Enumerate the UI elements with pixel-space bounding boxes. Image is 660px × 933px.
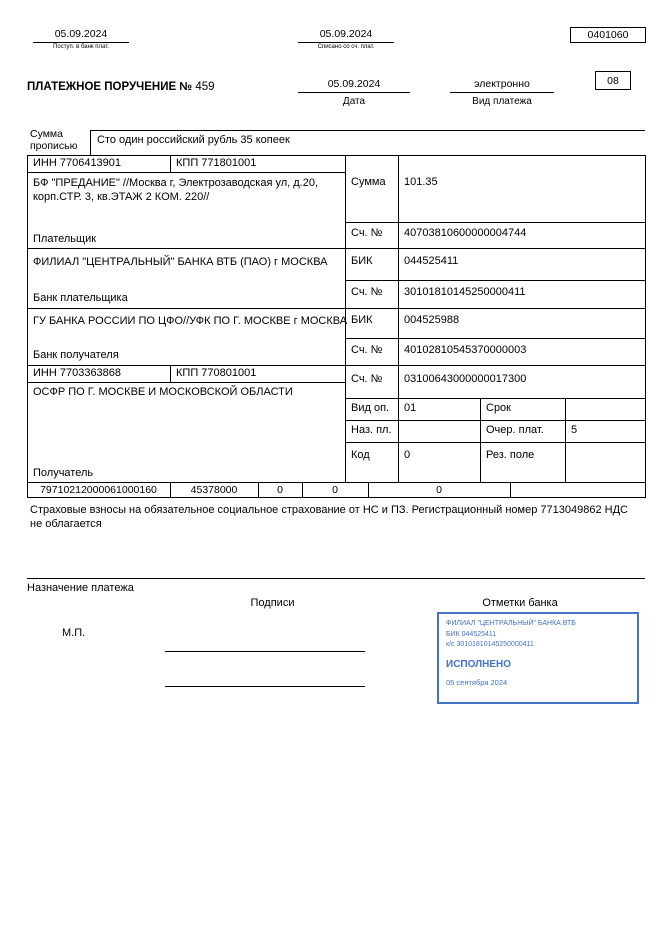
payer-bank-account-value: 30101810145250000411 (404, 286, 526, 298)
tax-field-period: 0 (332, 484, 338, 496)
signature-line (165, 651, 365, 652)
payment-type-value: электронно (450, 78, 554, 93)
payer-bank-account-label: Сч. № (351, 286, 383, 298)
divider (170, 365, 171, 382)
divider (27, 308, 645, 309)
term-label: Срок (486, 402, 511, 414)
divider (345, 280, 645, 281)
divider (90, 130, 91, 155)
payer-bank-name: ФИЛИАЛ "ЦЕНТРАЛЬНЫЙ" БАНКА ВТБ (ПАО) г МОСКВА (33, 256, 328, 268)
payer-account-value: 40703810600000004744 (404, 227, 527, 239)
tax-field-oktmo: 45378000 (190, 484, 238, 496)
payer-bank-bik-label: БИК (351, 255, 373, 267)
received-date-caption: Поступ. в банк плат. (53, 44, 109, 50)
purpose-text: Страховые взносы на обязательное социальное страхование от НС и ПЗ. Регистрационный номер 7713049862 НДС не облагается (30, 504, 628, 531)
document-title (27, 80, 215, 94)
signatures-caption: Подписи (250, 597, 295, 609)
payer-kpp: КПП 771801001 (176, 157, 257, 169)
divider (480, 398, 481, 482)
divider (170, 155, 171, 172)
document-date-caption: Дата (342, 96, 366, 107)
payee-account-value: 03100643000000017300 (404, 373, 527, 385)
stamp-place-label: М.П. (62, 627, 86, 639)
purpose-caption: Назначение платежа (27, 582, 134, 594)
divider (398, 155, 399, 482)
divider (345, 338, 645, 339)
payment-type-caption: Вид платежа (472, 96, 532, 107)
reserve-label: Рез. поле (486, 449, 535, 461)
divider (27, 365, 645, 366)
payer-inn: ИНН 7706413901 (33, 157, 122, 169)
form-code-box: 0401060 (570, 27, 646, 43)
payee-bank-caption: Банк получателя (33, 349, 119, 361)
divider (27, 382, 345, 383)
payee-account-label: Сч. № (351, 373, 383, 385)
stamp-corr-account: к/с 30101810145250000411 (446, 641, 534, 648)
payee-caption: Получатель (33, 467, 94, 479)
payee-bank-name: ГУ БАНКА РОССИИ ПО ЦФО//УФК ПО Г. МОСКВЕ г МОСКВА (33, 315, 348, 327)
payee-name: ОСФР ПО Г. МОСКВЕ И МОСКОВСКОЙ ОБЛАСТИ (33, 386, 293, 398)
debited-date-value: 05.09.2024 (298, 28, 394, 43)
divider (27, 482, 645, 483)
op-type-label: Вид оп. (351, 402, 390, 414)
received-date-field (33, 28, 129, 50)
divider (645, 155, 646, 497)
received-date-value: 05.09.2024 (33, 28, 129, 43)
status-code-box: 08 (595, 71, 631, 90)
tax-field-kbk: 79710212000061000160 (40, 484, 157, 496)
payee-bank-bik-value: 004525988 (404, 314, 460, 326)
divider (345, 222, 645, 223)
payee-bank-account-value: 40102810545370000003 (404, 344, 527, 356)
amount-words-value: Сто один российский рубль 35 копеек (97, 134, 290, 146)
stamp-date: 05 сентября 2024 (446, 677, 508, 687)
payee-bank-bik-label: БИК (351, 314, 373, 326)
stamp-bik: БИК 044525411 (446, 630, 497, 638)
payer-bank-caption: Банк плательщика (33, 292, 128, 304)
tax-field-basis: 0 (277, 484, 283, 496)
divider (345, 398, 645, 399)
divider (27, 578, 645, 579)
tax-field-number: 0 (436, 484, 442, 496)
payer-account-label: Сч. № (351, 227, 383, 239)
document-title-label: ПЛАТЕЖНОЕ ПОРУЧЕНИЕ № (27, 81, 193, 93)
sum-value: 101.35 (404, 176, 438, 188)
priority-label: Очер. плат. (486, 424, 544, 436)
divider (27, 155, 28, 497)
stamp-status: ИСПОЛНЕНО (446, 658, 512, 670)
payee-bank-account-label: Сч. № (351, 344, 383, 356)
divider (345, 420, 645, 421)
payer-name: БФ "ПРЕДАНИЕ" //Москва г, Электрозаводская ул, д.20, корп.СТР. 3, кв.ЭТАЖ 2 КОМ. 220// (33, 177, 319, 204)
document-number: 459 (195, 81, 215, 93)
bank-marks-caption: Отметки банка (482, 597, 558, 609)
divider (510, 482, 511, 497)
priority-value: 5 (571, 424, 578, 436)
divider (27, 248, 645, 249)
divider (90, 130, 645, 131)
payee-inn: ИНН 7703363868 (33, 367, 122, 379)
op-type-value: 01 (404, 402, 417, 414)
naz-pl-label: Наз. пл. (351, 424, 392, 436)
bank-stamp (437, 612, 639, 704)
document-date-field (298, 78, 410, 107)
amount-words-label: Сумма прописью (30, 128, 78, 153)
debited-date-caption: Списано со сч. плат. (317, 44, 375, 50)
payee-kpp: КПП 770801001 (176, 367, 257, 379)
signature-line (165, 686, 365, 687)
divider (565, 398, 566, 482)
divider (27, 172, 345, 173)
payment-type-field (450, 78, 554, 107)
divider (27, 497, 646, 498)
code-label: Код (351, 449, 370, 461)
payer-bank-bik-value: 044525411 (404, 255, 459, 267)
stamp-bank-name: ФИЛИАЛ "ЦЕНТРАЛЬНЫЙ" БАНКА ВТБ (446, 620, 576, 627)
divider (27, 155, 645, 156)
document-date-value: 05.09.2024 (298, 78, 410, 93)
debited-date-field (298, 28, 394, 50)
code-value: 0 (404, 449, 411, 461)
divider (345, 442, 645, 443)
sum-label: Сумма (351, 176, 386, 188)
payer-caption: Плательщик (33, 233, 97, 245)
